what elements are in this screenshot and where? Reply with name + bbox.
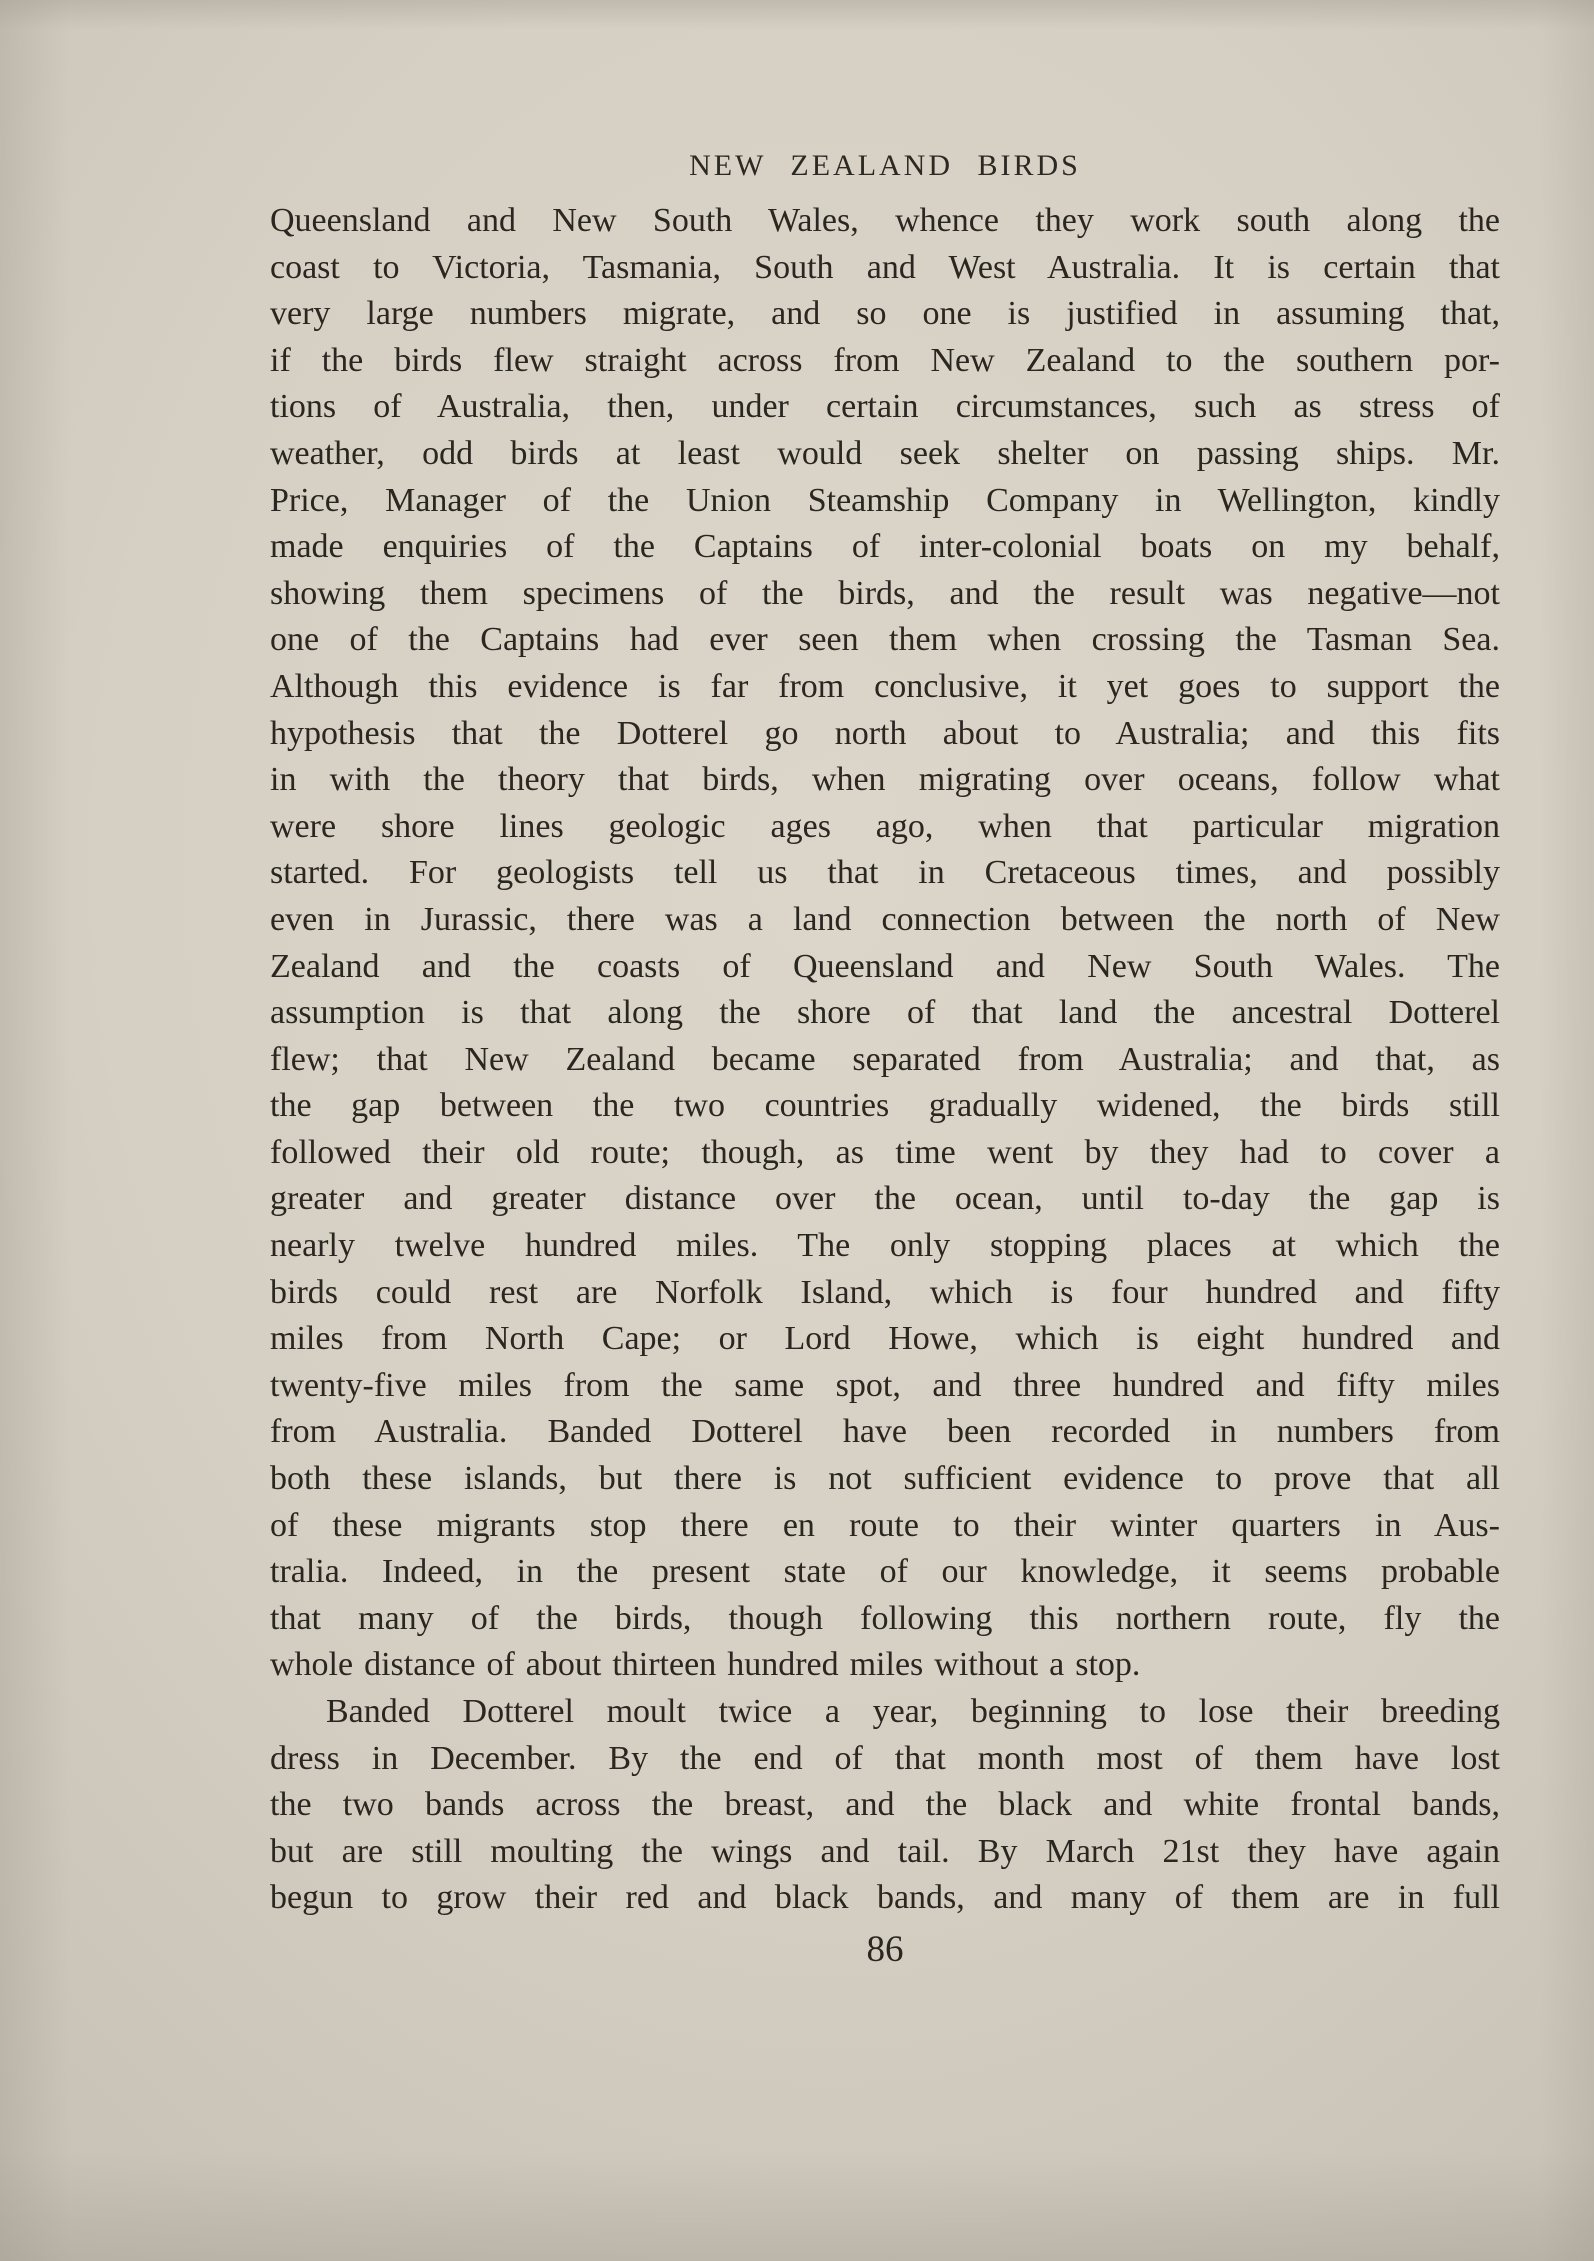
text-line: even in Jurassic, there was a land connection between the north of New: [270, 900, 1500, 938]
text-block: [270, 198, 1500, 1922]
text-line: Banded Dotterel moult twice a year, beginning to lose their breeding: [326, 1693, 1500, 1730]
text-line: Although this evidence is far from conclusive, it yet goes to support the: [270, 667, 1500, 705]
text-line: Zealand and the coasts of Queensland and New South Wales. The: [270, 947, 1500, 985]
text-line: in with the theory that birds, when migrating over oceans, follow what: [270, 761, 1500, 799]
text-line: both these islands, but there is not sufficient evidence to prove that all: [270, 1460, 1500, 1498]
text-line: very large numbers migrate, and so one is justified in assuming that,: [270, 295, 1500, 333]
text-line: the gap between the two countries gradually widened, the birds still: [270, 1087, 1500, 1125]
text-line: the two bands across the breast, and the black and white frontal bands,: [270, 1786, 1500, 1824]
text-line: greater and greater distance over the ocean, until to-day the gap is: [270, 1180, 1500, 1218]
text-line: whole distance of about thirteen hundred miles without a stop.: [270, 1646, 1141, 1684]
text-line: coast to Victoria, Tasmania, South and West Australia. It is certain that: [270, 248, 1500, 286]
text-line: followed their old route; though, as time went by they had to cover a: [270, 1133, 1500, 1171]
text-line: Price, Manager of the Union Steamship Company in Wellington, kindly: [270, 481, 1500, 519]
text-line: that many of the birds, though following this northern route, fly the: [270, 1599, 1500, 1637]
text-line: were shore lines geologic ages ago, when that particular migration: [270, 807, 1500, 845]
text-line: Queensland and New South Wales, whence they work south along the: [270, 202, 1500, 239]
text-line: weather, odd birds at least would seek shelter on passing ships. Mr.: [270, 434, 1500, 472]
paragraph-2: [270, 1689, 1500, 1922]
text-line: birds could rest are Norfolk Island, which is four hundred and fifty: [270, 1273, 1500, 1311]
paragraph-1: [270, 198, 1500, 1689]
text-line: dress in December. By the end of that month most of them have lost: [270, 1739, 1500, 1777]
text-line: miles from North Cape; or Lord Howe, which is eight hundred and: [270, 1320, 1500, 1358]
text-line: nearly twelve hundred miles. The only stopping places at which the: [270, 1227, 1500, 1265]
text-line: if the birds flew straight across from New Zealand to the southern por-: [270, 341, 1500, 379]
text-line: flew; that New Zealand became separated from Australia; and that, as: [270, 1040, 1500, 1078]
text-line: from Australia. Banded Dotterel have been recorded in numbers from: [270, 1413, 1500, 1451]
text-line: one of the Captains had ever seen them when crossing the Tasman Sea.: [270, 621, 1500, 659]
text-line: begun to grow their red and black bands, and many of them are in full: [270, 1879, 1500, 1917]
text-line: twenty-five miles from the same spot, and three hundred and fifty miles: [270, 1366, 1500, 1404]
text-line: tions of Australia, then, under certain circumstances, such as stress of: [270, 388, 1500, 426]
text-line: tralia. Indeed, in the present state of our knowledge, it seems probable: [270, 1553, 1500, 1591]
running-head: NEW ZEALAND BIRDS: [689, 149, 1081, 182]
text-line: made enquiries of the Captains of inter-colonial boats on my behalf,: [270, 528, 1500, 566]
text-line: hypothesis that the Dotterel go north about to Australia; and this fits: [270, 714, 1500, 752]
text-line: showing them specimens of the birds, and the result was negative—not: [270, 574, 1500, 612]
text-line: started. For geologists tell us that in Cretaceous times, and possibly: [270, 854, 1500, 892]
page-number: 86: [866, 1929, 904, 1970]
text-line: assumption is that along the shore of that land the ancestral Dotterel: [270, 994, 1500, 1032]
text-line: but are still moulting the wings and tail. By March 21st they have again: [270, 1832, 1500, 1870]
text-line: of these migrants stop there en route to their winter quarters in Aus-: [270, 1506, 1500, 1544]
